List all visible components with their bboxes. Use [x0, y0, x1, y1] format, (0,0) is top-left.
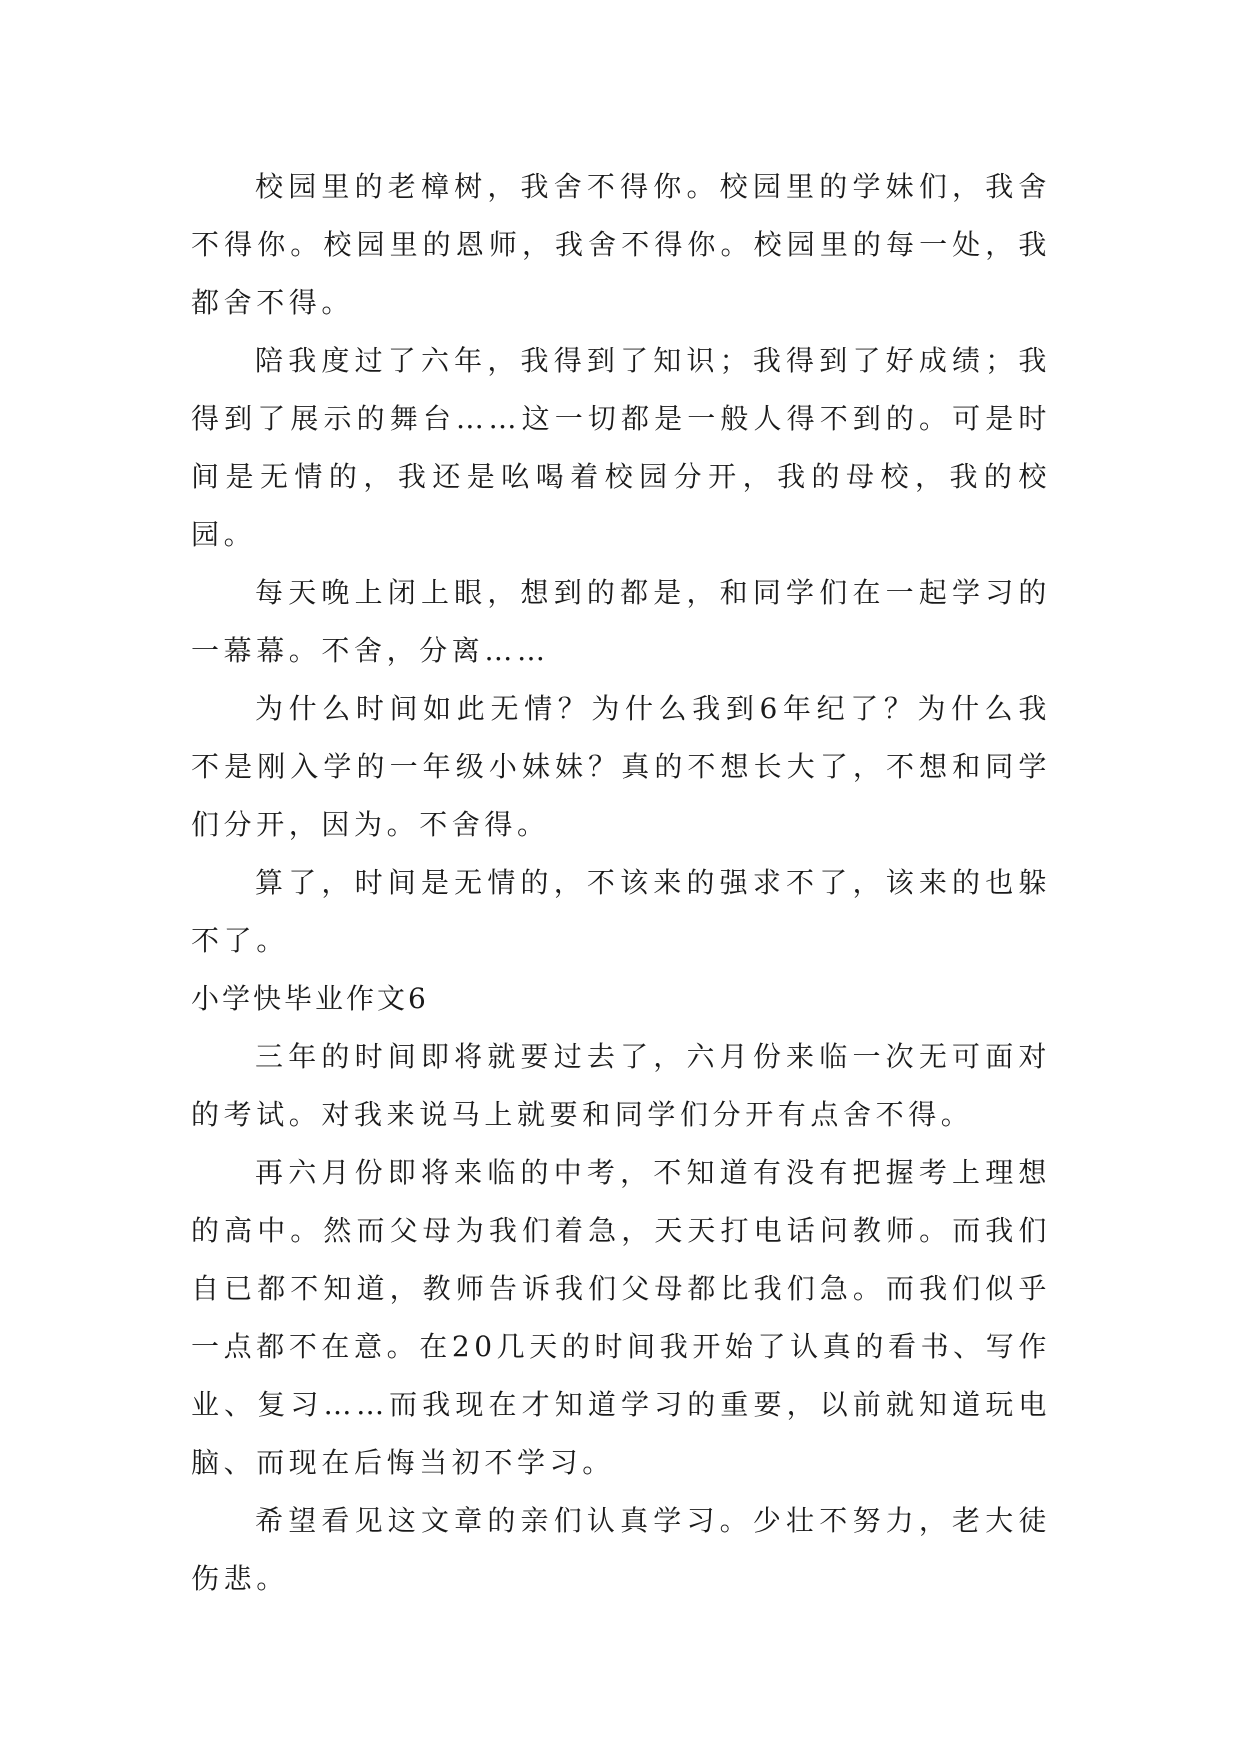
section-heading: 小学快毕业作文6 — [191, 982, 429, 1015]
paragraph-5: 算了，时间是无情的，不该来的强求不了，该来的也躲不了。 — [191, 866, 1051, 957]
paragraph-6: 三年的时间即将就要过去了，六月份来临一次无可面对的考试。对我来说马上就要和同学们分开有点舍不得。 — [191, 1040, 1051, 1131]
paragraph-3: 每天晚上闭上眼，想到的都是，和同学们在一起学习的一幕幕。不舍，分离…… — [191, 576, 1051, 667]
document-body — [191, 158, 1051, 1608]
paragraph-8: 希望看见这文章的亲们认真学习。少壮不努力，老大徒伤悲。 — [191, 1504, 1051, 1595]
paragraph-7: 再六月份即将来临的中考，不知道有没有把握考上理想的高中。然而父母为我们着急，天天打电话问教师。而我们自已都不知道，教师告诉我们父母都比我们急。而我们似乎一点都不在意。在20几天的时间我开始了认真的看书、写作业、复习……而我现在才知道学习的重要，以前就知道玩电脑、而现在后悔当初不学习。 — [191, 1156, 1051, 1479]
paragraph-1: 校园里的老樟树，我舍不得你。校园里的学妹们，我舍不得你。校园里的恩师，我舍不得你。校园里的每一处，我都舍不得。 — [191, 170, 1051, 319]
paragraph-2: 陪我度过了六年，我得到了知识；我得到了好成绩；我得到了展示的舞台……这一切都是一般人得不到的。可是时间是无情的，我还是吆喝着校园分开，我的母校，我的校园。 — [191, 344, 1051, 551]
paragraph-4: 为什么时间如此无情？为什么我到6年纪了？为什么我不是刚入学的一年级小妹妹？真的不想长大了，不想和同学们分开，因为。不舍得。 — [191, 692, 1051, 841]
